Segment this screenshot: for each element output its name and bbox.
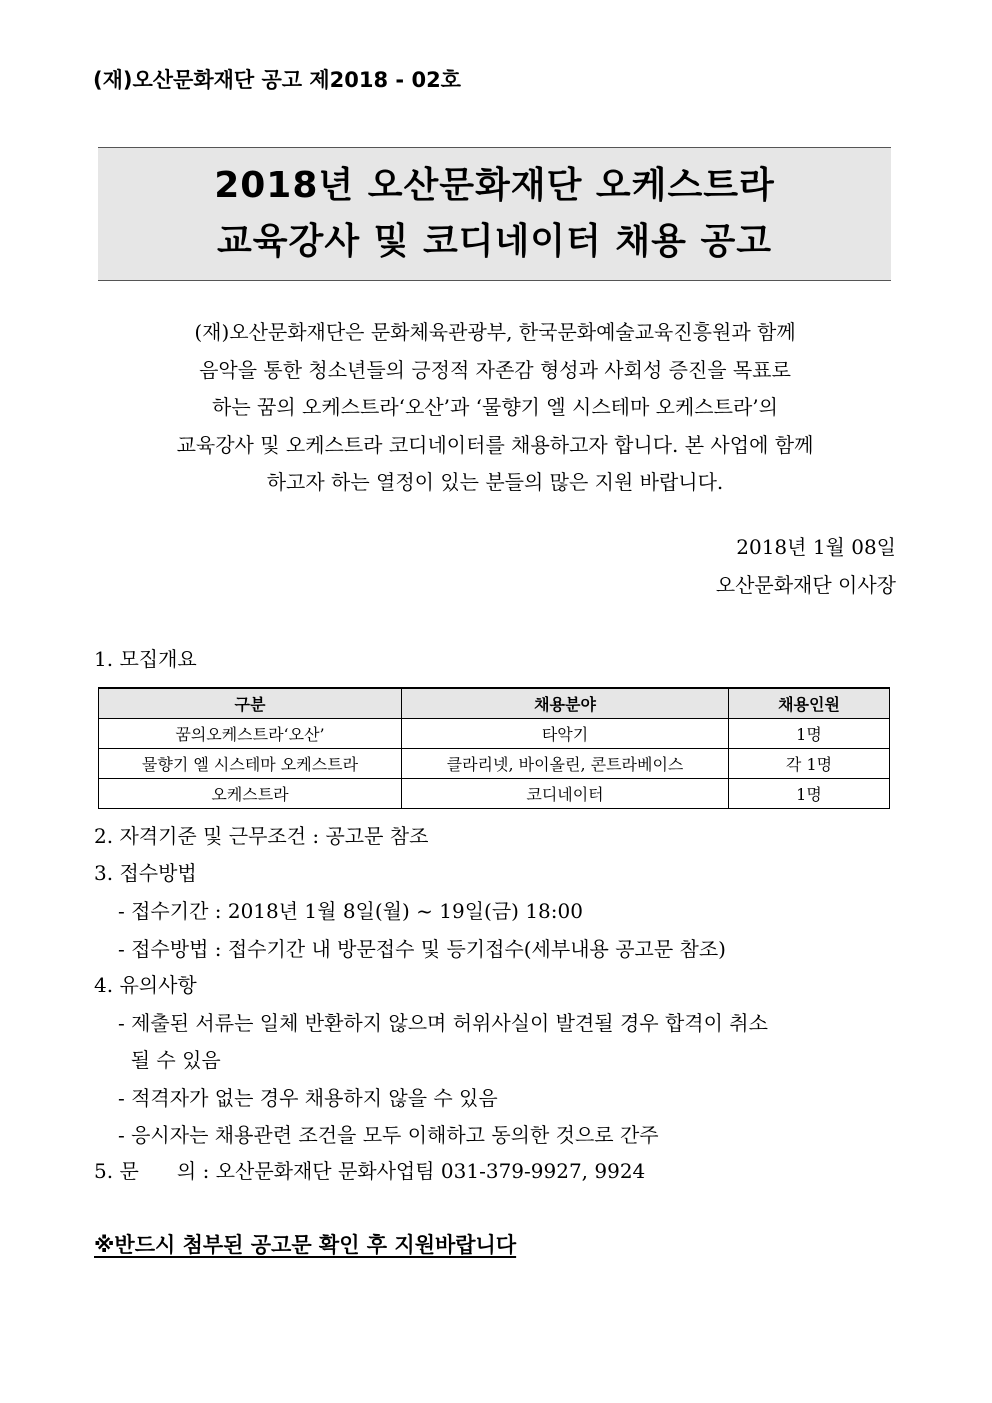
section-2-heading: 2. 자격기준 및 근무조건 : 공고문 참조 — [94, 824, 429, 848]
table-cell: 코디네이터 — [402, 779, 729, 809]
notice-date: 2018년 1월 08일 — [736, 535, 896, 559]
table-cell: 물향기 엘 시스테마 오케스트라 — [99, 749, 402, 779]
notice-number: (재)오산문화재단 공고 제2018 - 02호 — [93, 68, 461, 92]
section-5-heading: 5. 문 의 : 오산문화재단 문화사업팀 031-379-9927, 9924 — [94, 1159, 646, 1183]
title-box — [98, 147, 891, 281]
recruitment-table — [98, 687, 890, 809]
section-4-heading: 4. 유의사항 — [94, 973, 197, 997]
title-line-2: 교육강사 및 코디네이터 채용 공고 — [217, 221, 772, 262]
section-3-heading: 3. 접수방법 — [94, 861, 197, 885]
table-header-cell: 채용인원 — [729, 688, 890, 719]
table-row — [99, 719, 890, 749]
intro-line: 하는 꿈의 오케스트라‘오산’과 ‘물향기 엘 시스테마 오케스트라’의 — [212, 395, 778, 419]
intro-line: 교육강사 및 오케스트라 코디네이터를 채용하고자 합니다. 본 사업에 함께 — [176, 432, 814, 457]
section-4-item: - 응시자는 채용관련 조건을 모두 이해하고 동의한 것으로 간주 — [118, 1123, 659, 1147]
table-cell: 오케스트라 — [99, 779, 402, 809]
table-cell: 각 1명 — [729, 749, 890, 779]
table-row — [99, 749, 890, 779]
section-3-item: - 접수기간 : 2018년 1월 8일(월) ~ 19일(금) 18:00 — [118, 899, 583, 923]
signer: 오산문화재단 이사장 — [715, 573, 896, 597]
table-header-row — [99, 688, 890, 719]
section-4-item: - 제출된 서류는 일체 반환하지 않으며 허위사실이 발견될 경우 합격이 취소 — [118, 1011, 768, 1035]
section-4-item: - 적격자가 없는 경우 채용하지 않을 수 있음 — [118, 1086, 498, 1110]
table-cell: 1명 — [729, 779, 890, 809]
intro-line: 음악을 통한 청소년들의 긍정적 자존감 형성과 사회성 증진을 목표로 — [199, 357, 791, 382]
table-cell: 클라리넷, 바이올린, 콘트라베이스 — [402, 749, 729, 779]
footer-note: ※반드시 첨부된 공고문 확인 후 지원바랍니다 — [94, 1233, 517, 1257]
table-cell: 꿈의오케스트라‘오산’ — [99, 719, 402, 749]
section-4-item-continued: 될 수 있음 — [118, 1048, 221, 1072]
table-header-cell: 구분 — [99, 688, 402, 719]
table-cell: 타악기 — [402, 719, 729, 749]
table-row — [99, 779, 890, 809]
section-3-item: - 접수방법 : 접수기간 내 방문접수 및 등기접수(세부내용 공고문 참조) — [118, 937, 726, 961]
table-header-cell: 채용분야 — [402, 688, 729, 719]
signature-block — [716, 528, 896, 604]
table-cell: 1명 — [729, 719, 890, 749]
intro-line: 하고자 하는 열정이 있는 분들의 많은 지원 바랍니다. — [266, 470, 724, 494]
intro-line: (재)오산문화재단은 문화체육관광부, 한국문화예술교육진흥원과 함께 — [194, 320, 796, 344]
intro-paragraph — [95, 314, 895, 502]
section-1-heading: 1. 모집개요 — [94, 647, 197, 671]
title-line-1: 2018년 오산문화재단 오케스트라 — [214, 165, 775, 206]
